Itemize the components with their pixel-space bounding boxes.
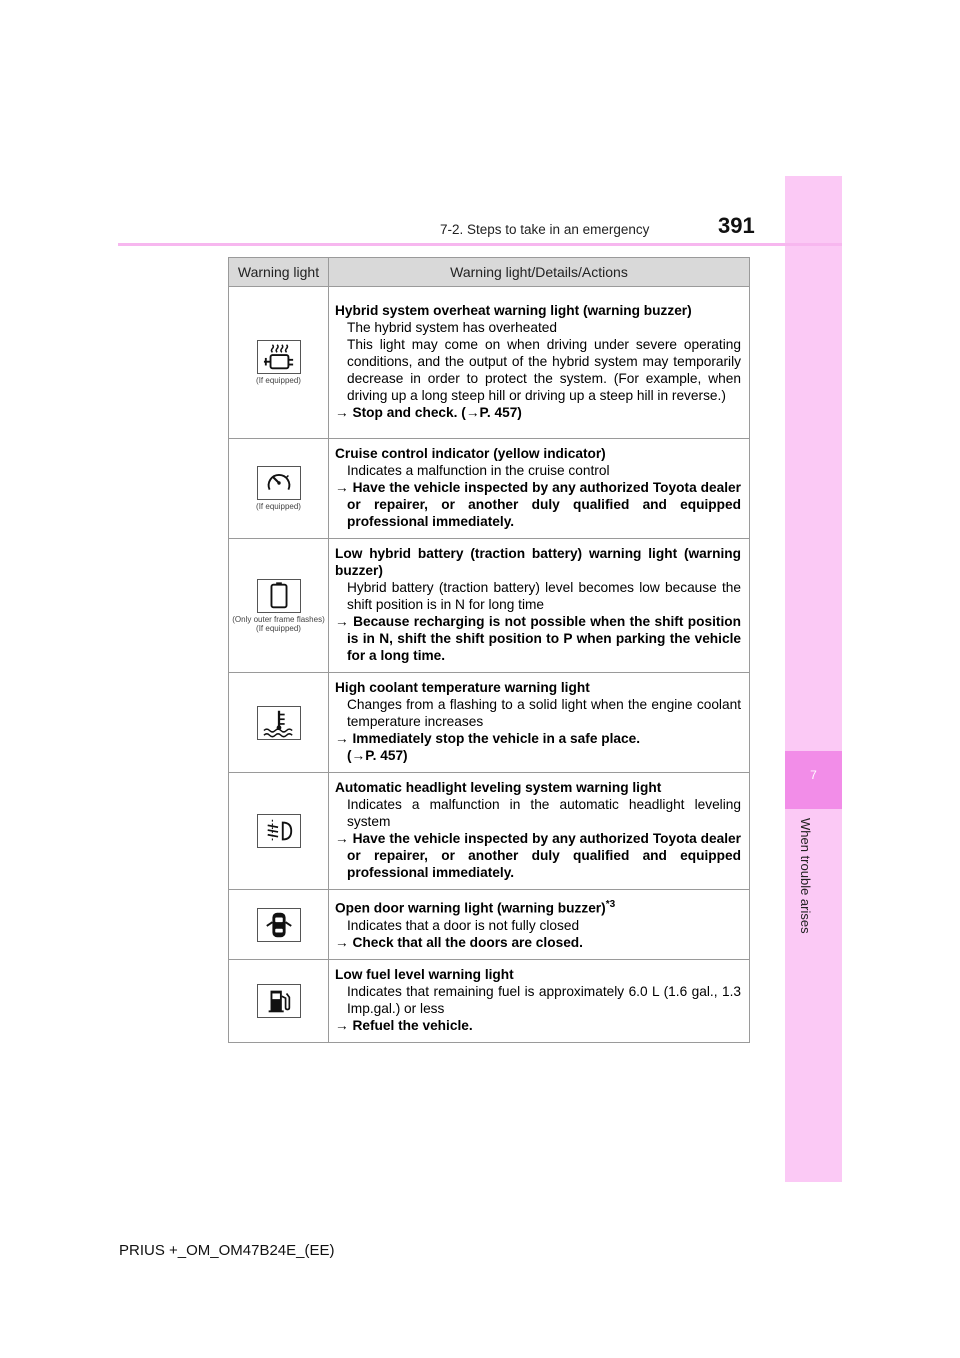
page-number: 391 <box>718 213 755 238</box>
warning-detail: Indicates a malfunction in the automatic headlight leveling system <box>347 797 741 829</box>
icon-note: (Only outer frame flashes) <box>232 614 325 624</box>
icon-cell <box>229 773 329 890</box>
details-cell <box>329 287 750 439</box>
icon-note: (If equipped) <box>256 376 301 385</box>
warning-title: Low hybrid battery (traction battery) warning light (warning buzzer) <box>335 546 741 578</box>
warning-title: Low fuel level warning light <box>335 967 514 982</box>
warning-action: → Check that all the doors are closed. <box>335 934 583 950</box>
table-row <box>229 287 750 439</box>
warning-detail: This light may come on when driving under severe operating conditions, and the output of the hybrid system may temporarily decrease in order to protect the system. (For example, when driving up a long steep hill or driving up a steep hill in reverse.) <box>347 337 741 403</box>
table-row <box>229 673 750 773</box>
table-header-row <box>229 258 750 287</box>
warning-action: → Because recharging is not possible when the shift position is in N, shift the shift position to P when parking the vehicle for a long time. <box>335 614 741 663</box>
open-door-icon <box>257 908 301 942</box>
icon-cell <box>229 890 329 960</box>
table-row <box>229 960 750 1043</box>
warning-action: → Have the vehicle inspected by any authorized Toyota dealer or repairer, or another duly qualified and equipped professional immediately. <box>335 480 741 529</box>
document-code: PRIUS +_OM_OM47B24E_(EE) <box>119 1242 335 1259</box>
coolant-temperature-icon <box>257 706 301 740</box>
fuel-pump-icon <box>257 984 301 1018</box>
warning-detail: Indicates that a door is not fully closed <box>347 917 580 933</box>
details-cell <box>329 773 750 890</box>
hybrid-overheat-icon <box>257 340 301 374</box>
cruise-control-icon <box>257 466 301 500</box>
details-cell <box>329 890 750 960</box>
warning-action: → Have the vehicle inspected by any authorized Toyota dealer or repairer, or another duly qualified and equipped professional immediately. <box>335 831 741 880</box>
warning-detail: Indicates that remaining fuel is approximately 6.0 L (1.6 gal., 1.3 Imp.gal.) or less <box>347 984 741 1016</box>
section-title: 7-2. Steps to take in an emergency <box>440 222 650 237</box>
header-rule <box>118 243 842 246</box>
chapter-number: 7 <box>810 768 817 782</box>
warning-detail: Changes from a flashing to a solid light when the engine coolant temperature increases <box>347 697 741 729</box>
details-cell <box>329 673 750 773</box>
table-row <box>229 773 750 890</box>
warning-action: → Refuel the vehicle. <box>335 1018 473 1033</box>
headlight-leveling-icon <box>257 814 301 848</box>
warning-title: Cruise control indicator (yellow indicator) <box>335 446 606 461</box>
table-row <box>229 439 750 539</box>
column-header-warning-light: Warning light <box>229 258 329 287</box>
warning-title: Automatic headlight leveling system warning light <box>335 780 662 795</box>
chapter-side-tab <box>785 176 842 1182</box>
warning-title-text: Open door warning light (warning buzzer) <box>335 900 606 916</box>
icon-note: (If equipped) <box>256 623 301 633</box>
icon-cell <box>229 673 329 773</box>
icon-cell <box>229 960 329 1043</box>
warning-detail: The hybrid system has overheated <box>347 320 557 335</box>
warning-action: → Immediately stop the vehicle in a safe place. <box>335 731 641 746</box>
details-cell <box>329 960 750 1043</box>
warning-detail: Indicates a malfunction in the cruise control <box>347 463 610 478</box>
footnote-marker: *3 <box>605 899 616 911</box>
icon-cell <box>229 439 329 539</box>
warning-detail: Hybrid battery (traction battery) level becomes low because the shift position is in N for long time <box>347 580 741 612</box>
chapter-label: When trouble arises <box>798 818 813 934</box>
warning-page-reference: (→P. 457) <box>347 748 408 763</box>
warning-light-table <box>228 257 750 1043</box>
details-cell <box>329 439 750 539</box>
table-row <box>229 890 750 960</box>
icon-cell <box>229 539 329 673</box>
hybrid-battery-icon <box>257 579 301 613</box>
icon-note: (If equipped) <box>256 502 301 511</box>
details-cell <box>329 539 750 673</box>
warning-title: Hybrid system overheat warning light (warning buzzer) <box>335 303 692 318</box>
table-row <box>229 539 750 673</box>
column-header-details: Warning light/Details/Actions <box>329 258 750 287</box>
warning-title <box>335 896 741 917</box>
warning-title: High coolant temperature warning light <box>335 680 590 695</box>
warning-action: → Stop and check. (→P. 457) <box>335 405 522 420</box>
icon-cell <box>229 287 329 439</box>
